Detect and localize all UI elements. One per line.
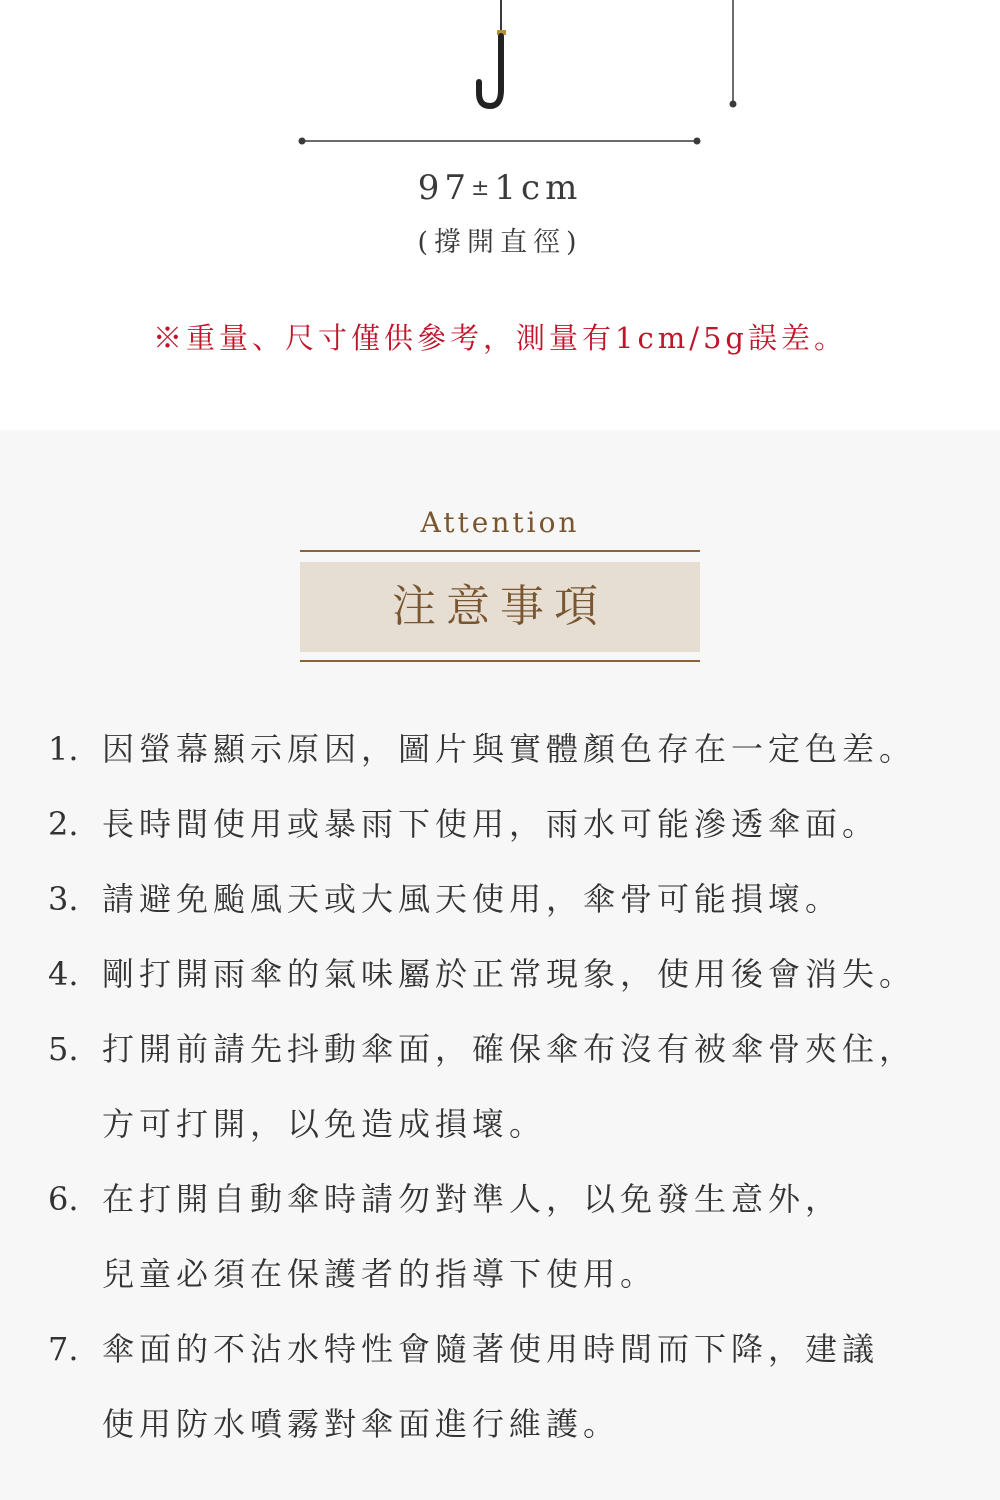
note-number: 6.	[48, 1180, 79, 1218]
note-number: 5.	[48, 1030, 79, 1068]
note-number: 3.	[48, 880, 79, 918]
diameter-caption: (撐開直徑)	[417, 227, 583, 258]
notes-list	[48, 712, 988, 1462]
note-number: 2.	[48, 805, 79, 843]
note-item-6	[48, 1162, 988, 1312]
note-item-1	[48, 712, 988, 787]
note-text-continued: 使用防水噴霧對傘面進行維護。	[102, 1405, 621, 1443]
plus-minus-sign: ±	[470, 176, 495, 201]
diameter-value	[0, 168, 1000, 208]
diameter-number: 97	[417, 168, 471, 208]
note-text: 因螢幕顯示原因，圖片與實體顏色存在一定色差。	[102, 730, 917, 768]
title-divider-top	[300, 550, 700, 552]
note-item-4	[48, 937, 988, 1012]
umbrella-handle-diagram	[0, 0, 1000, 160]
note-number: 1.	[48, 730, 79, 768]
note-text-continued: 方可打開，以免造成損壞。	[102, 1105, 547, 1143]
dimension-section	[0, 0, 1000, 430]
note-item-7	[48, 1312, 988, 1462]
note-text: 傘面的不沾水特性會隨著使用時間而下降，建議	[102, 1330, 880, 1368]
title-divider-bottom	[300, 660, 700, 662]
note-text: 剛打開雨傘的氣味屬於正常現象，使用後會消失。	[102, 955, 917, 993]
note-text: 請避免颱風天或大風天使用，傘骨可能損壞。	[102, 880, 843, 918]
diameter-dimension-dot-right	[694, 138, 701, 145]
note-text: 打開前請先抖動傘面，確保傘布沒有被傘骨夾住，	[102, 1030, 917, 1068]
note-number: 4.	[48, 955, 79, 993]
measurement-disclaimer: ※重量、尺寸僅供參考，測量有1cm/5g誤差。	[153, 321, 847, 355]
diameter-tolerance: 1cm	[494, 168, 583, 208]
handle-hook	[479, 36, 501, 106]
note-text-continued: 兒童必須在保護者的指導下使用。	[102, 1255, 658, 1293]
note-item-3	[48, 862, 988, 937]
note-number: 7.	[48, 1330, 79, 1368]
attention-section	[0, 430, 1000, 1500]
height-dimension-dot	[730, 101, 737, 108]
attention-title: 注意事項	[300, 562, 700, 652]
diameter-dimension-dot-left	[299, 138, 306, 145]
note-item-5	[48, 1012, 988, 1162]
note-text: 長時間使用或暴雨下使用，雨水可能滲透傘面。	[102, 805, 880, 843]
attention-label-en: Attention	[420, 506, 580, 539]
note-item-2	[48, 787, 988, 862]
note-text: 在打開自動傘時請勿對準人，以免發生意外，	[102, 1180, 843, 1218]
